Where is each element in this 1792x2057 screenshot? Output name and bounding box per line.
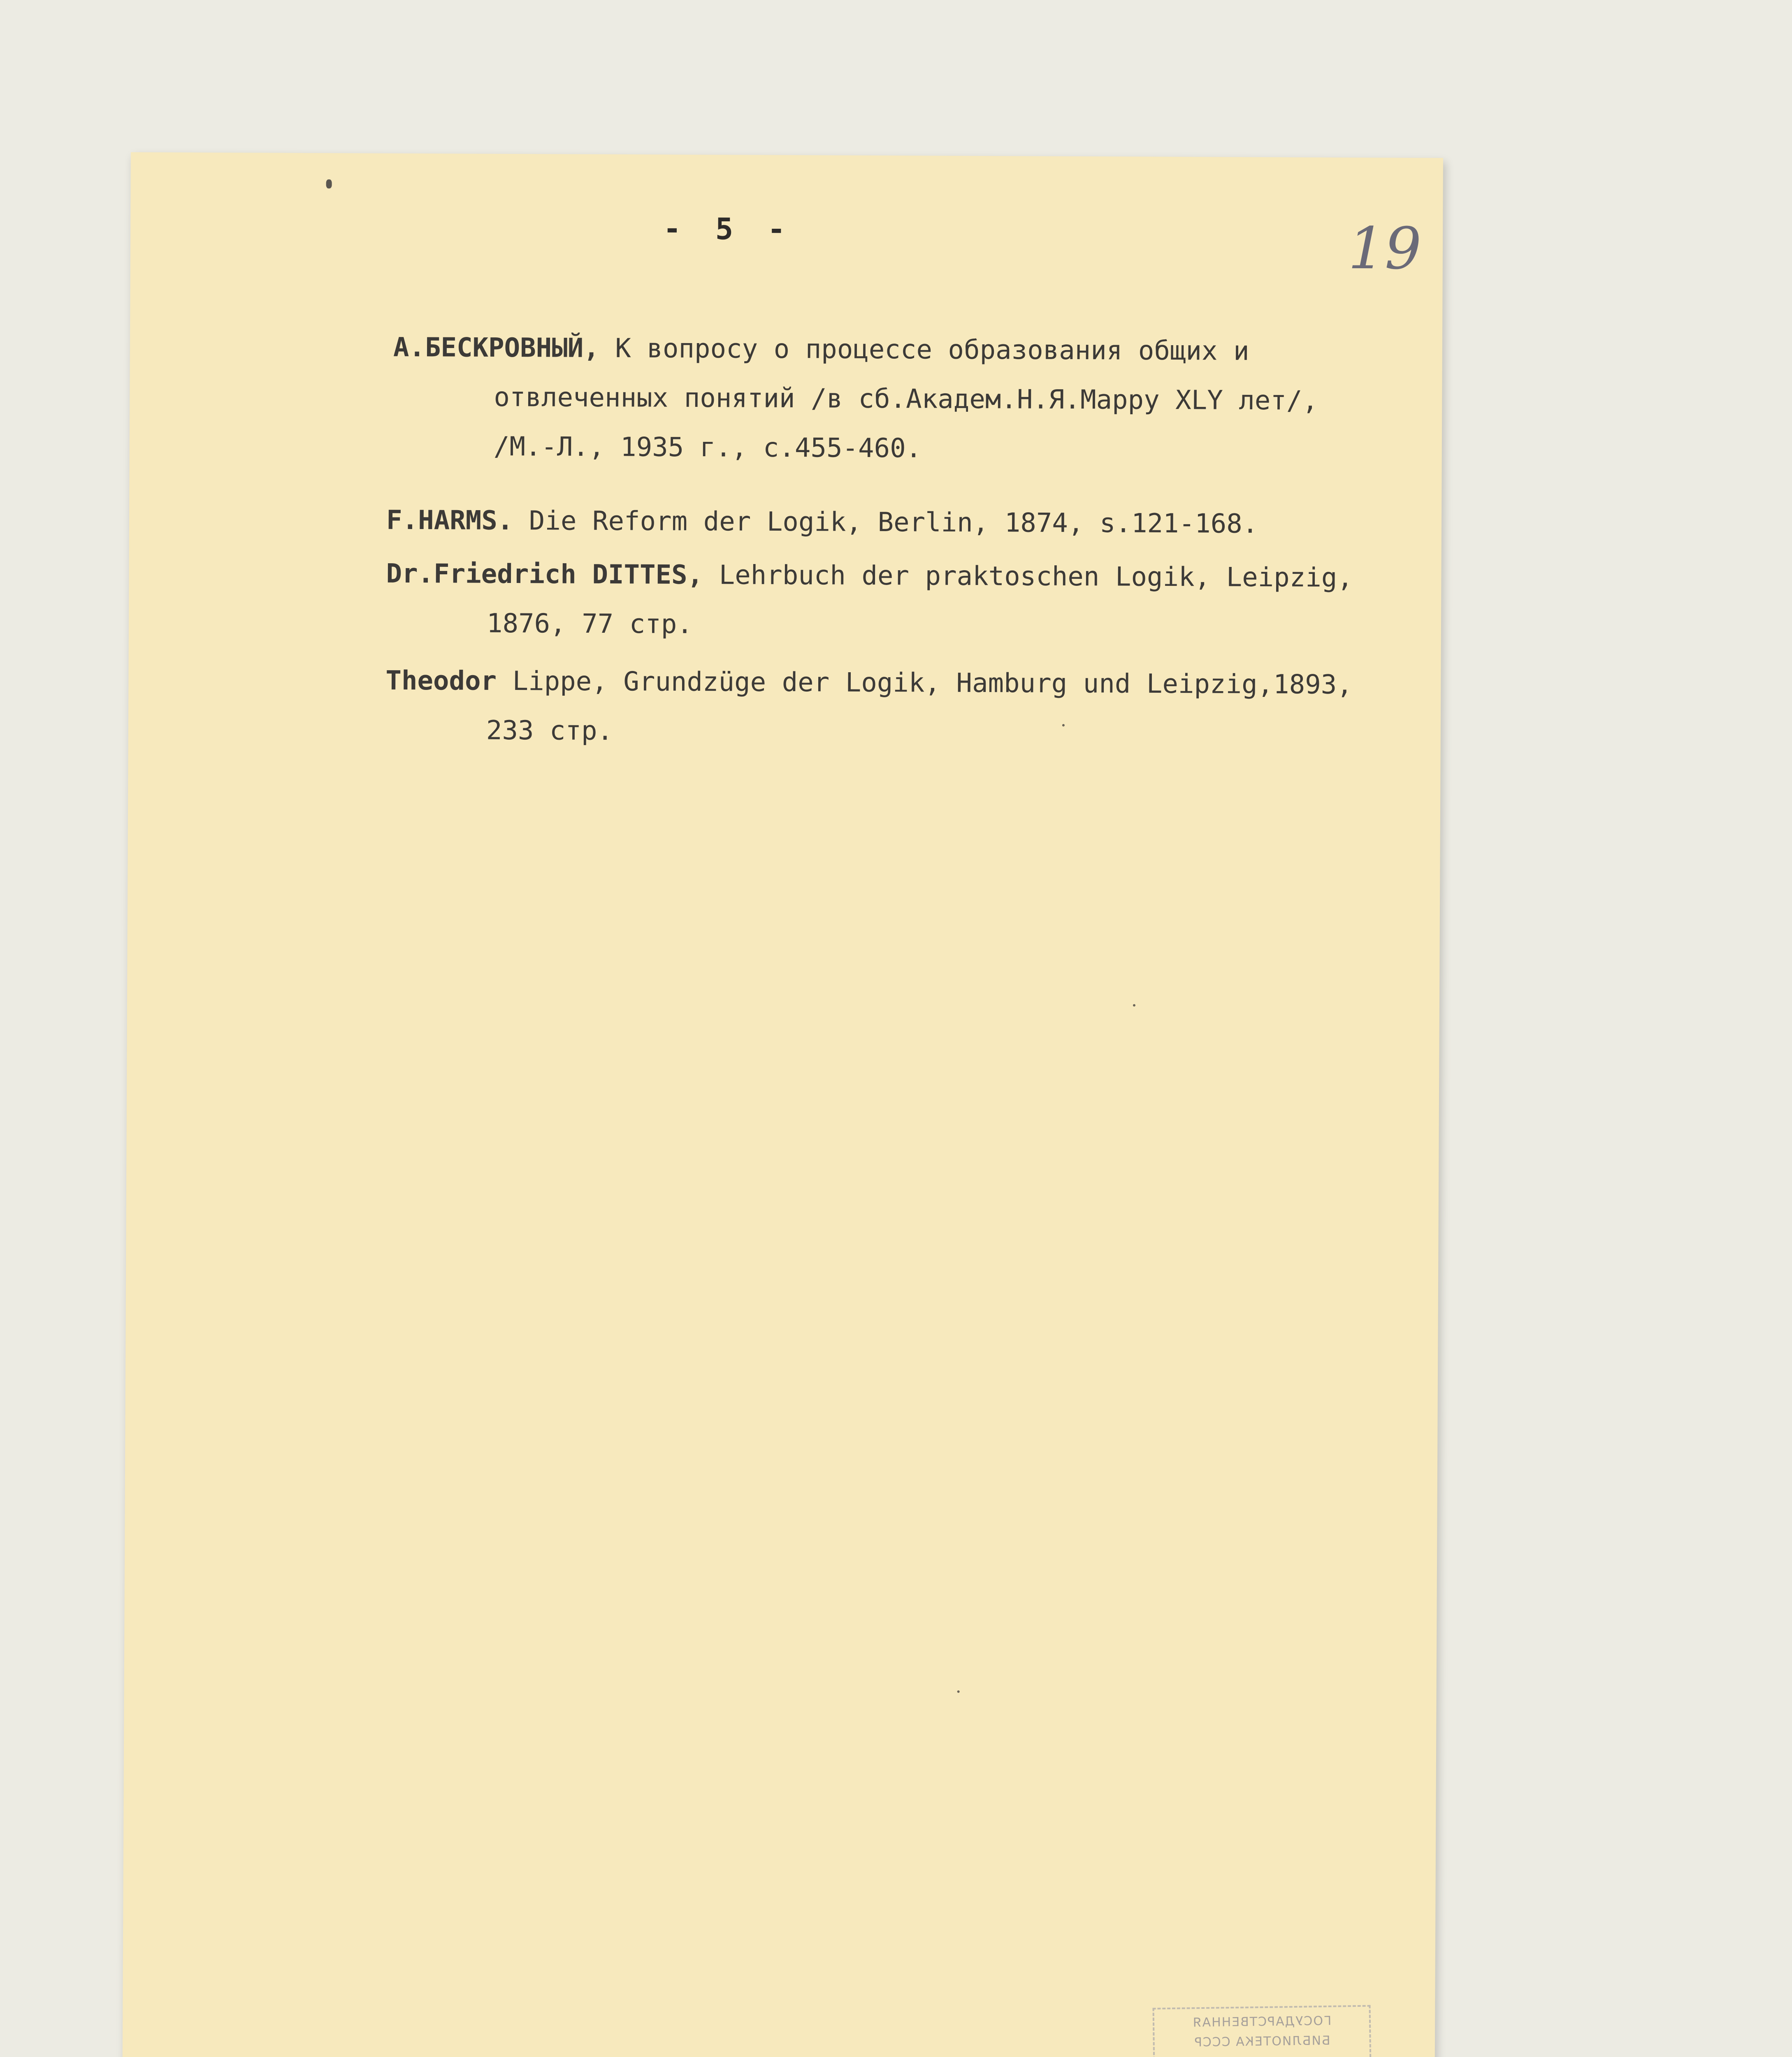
- entry-author: А.БЕСКРОВНЫЙ,: [393, 332, 599, 364]
- pin-mark: [326, 179, 332, 188]
- entry-author: F.HARMS.: [386, 505, 513, 536]
- entry-line: 233 стр.: [486, 715, 613, 747]
- entry-text: Lippe, Grundzüge der Logik, Hamburg und Leipzig,1893,: [496, 666, 1353, 700]
- entry-line: [385, 665, 1353, 700]
- paper-speck: [1133, 1004, 1135, 1007]
- paper-speck: [957, 1690, 960, 1693]
- entry-line: [386, 558, 1353, 593]
- paper-speck: [1062, 724, 1065, 727]
- entry-line: [386, 507, 1258, 537]
- archive-stamp: [1153, 2005, 1372, 2057]
- entry-line: [393, 334, 1249, 365]
- entry-line: /М.-Л., 1935 г., с.455-460.: [493, 431, 922, 464]
- entry-line: 1876, 77 стр.: [486, 608, 693, 640]
- document-page: [122, 152, 1443, 2057]
- entry-author: Dr.Friedrich DITTES,: [386, 558, 703, 591]
- entry-text: Die Reform der Logik, Berlin, 1874, s.121-168.: [513, 506, 1258, 539]
- page-number: - 5 -: [663, 211, 794, 247]
- handwritten-folio-number: 19: [1348, 215, 1422, 283]
- entry-line: отвлеченных понятий /в сб.Академ.Н.Я.Марру XLY лет/,: [494, 382, 1318, 416]
- stamp-text: ГОСУДАРСТВЕННАЯ: [1192, 2013, 1332, 2030]
- entry-text: К вопросу о процессе образования общих и: [599, 333, 1249, 367]
- entry-text: Lehrbuch der praktoschen Logik, Leipzig,: [703, 560, 1353, 593]
- stamp-text: БИБЛИОТЕКА СССР: [1193, 2033, 1330, 2050]
- entry-author: Theodor: [385, 665, 497, 697]
